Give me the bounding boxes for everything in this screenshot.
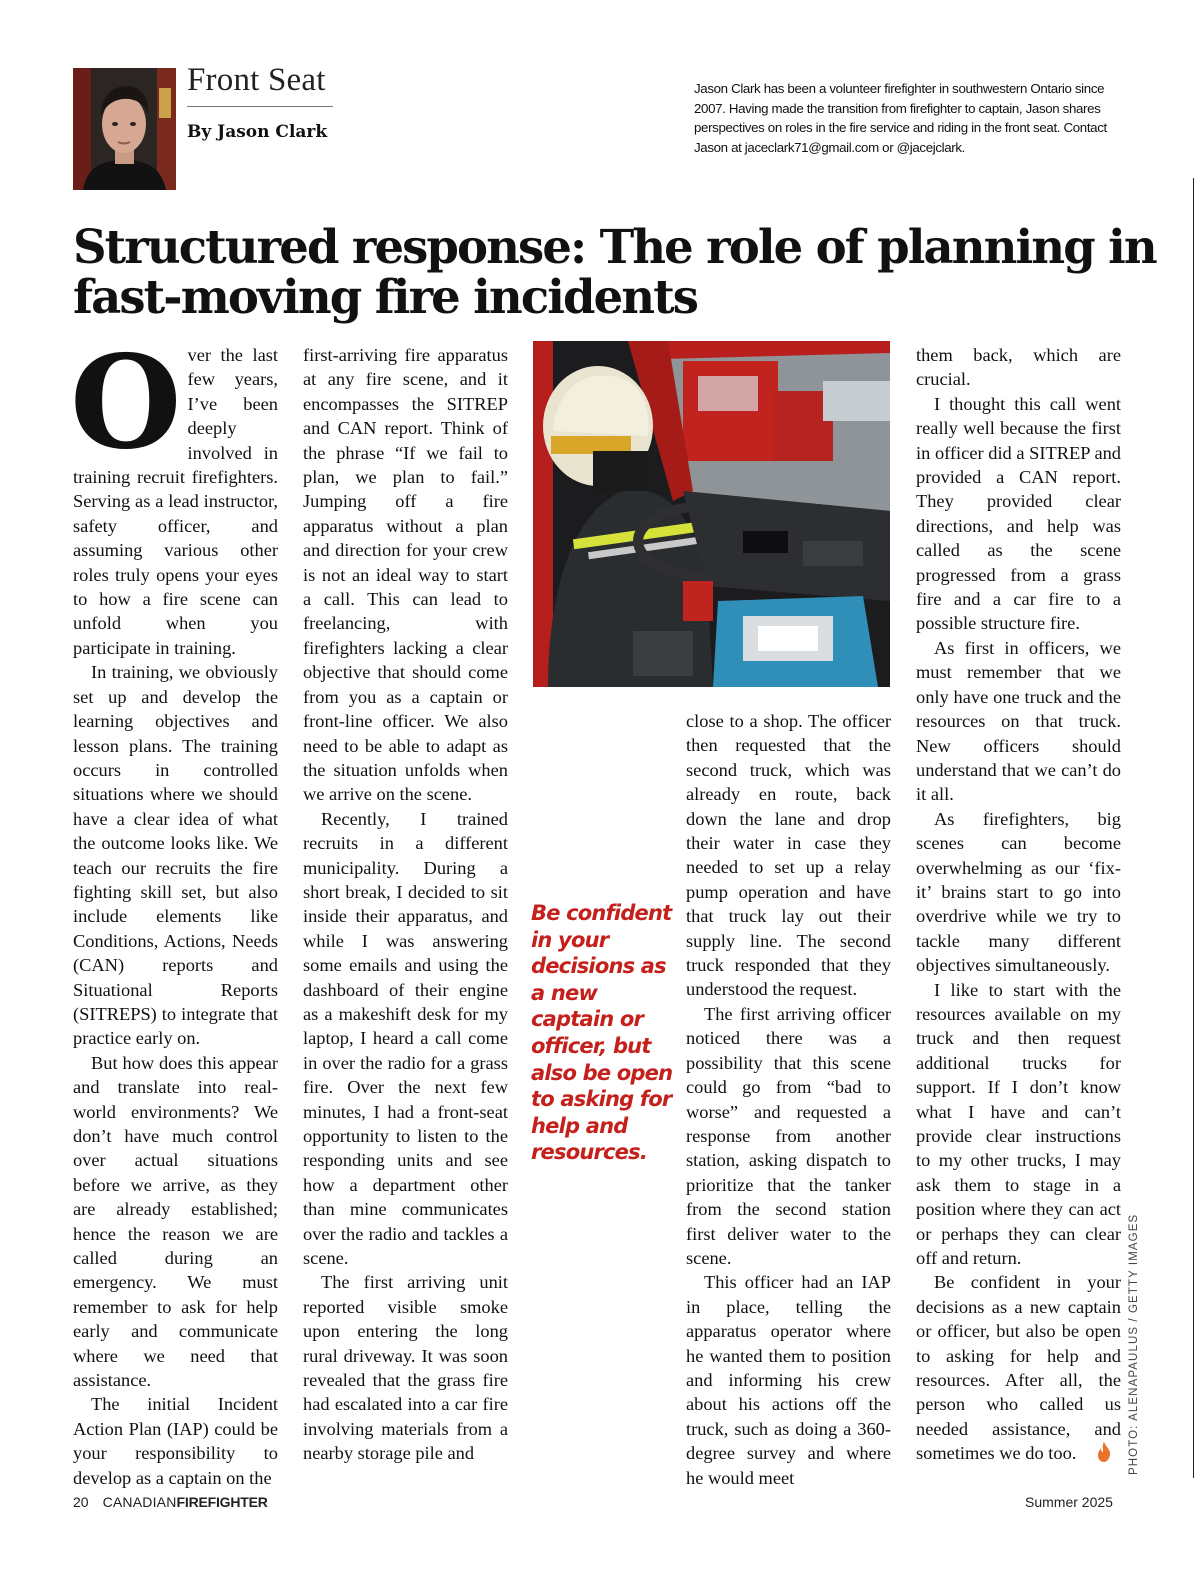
paragraph: This officer had an IAP in place, telling the apparatus operator where he wanted them to position and informing his crew about his actions off the truck, such as doing a 360-degree survey and where he would meet xyxy=(686,1272,891,1488)
byline: By Jason Clark xyxy=(187,122,328,142)
photo-credit: PHOTO: ALENAPAULUS / GETTY IMAGES xyxy=(1128,1213,1140,1475)
footer-folio xyxy=(73,1494,268,1510)
paragraph: As firefighters, big scenes can become overwhelming as our ‘fix-it’ brains start to go into overdrive while we try to tackle many different objectives simultaneously. xyxy=(916,808,1121,976)
issue-date: Summer 2025 xyxy=(1025,1494,1113,1510)
paragraph: The first arriving officer noticed there was a possibility that this scene could go from “bad to worse” and requested a response from another station, asking dispatch to prioritize that the tanker from the second station first deliver water to the scene. xyxy=(686,1003,891,1268)
article-column-4 xyxy=(916,343,1121,1469)
paragraph: As first in officers, we must remember that we only have one truck and the resources on that truck. New officers should understand that we can’t do it all. xyxy=(916,637,1121,805)
author-bio: Jason Clark has been a volunteer firefighter in southwestern Ontario since 2007. Having made the transition from firefighter to captain, Jason shares perspectives on roles in the fire service and riding in the front seat. Contact Jason at jaceclark71@gmail.com or @jacejclark. xyxy=(694,81,1107,155)
page-number: 20 xyxy=(73,1494,89,1510)
paragraph: ver the last few years, I’ve been deeply involved in training recruit firefighters. Serving as a lead instructor, safety officer, and assuming various other roles truly opens your eyes to how a fire scene can unfold when you participate in training. xyxy=(73,345,278,658)
paragraph: first-arriving fire apparatus at any fire scene, and it encompasses the SITREP and CAN report. Think of the phrase “If we fail to plan, we plan to fail.” Jumping off a fire apparatus without a plan and direction for your crew is not an ideal way to start a call. This can lead to freelancing, with firefighters lacking a clear objective that should come from you as a captain or front-line officer. We also need to be able to adapt as the situation unfolds when we arrive on the scene. xyxy=(303,345,508,805)
author-portrait xyxy=(73,68,176,190)
paragraph: close to a shop. The officer then requested that the second truck, which was already en route, back down the lane and drop their water in case they needed to set up a relay pump operation and have that truck lay out their supply line. The second truck responded that they understood the request. xyxy=(686,711,891,1000)
article-column-2 xyxy=(303,343,508,1466)
paragraph-text: Be confident in your decisions as a new captain or officer, but also be open to asking for help and resources. After all, the person who called us needed assistance, and sometimes we do too. xyxy=(916,1272,1121,1464)
article-photo xyxy=(533,341,890,687)
drop-cap: O xyxy=(70,328,182,478)
article-column-3 xyxy=(686,709,891,1490)
headline: Structured response: The role of planning in fast-moving fire incidents xyxy=(73,219,1156,324)
paragraph: In training, we obviously set up and develop the learning objectives and lesson plans. The training occurs in controlled situations where we should have a clear idea of what the outcome looks like. We teach our recruits the fire fighting skill set, but also include elements like Conditions, Actions, Needs (CAN) reports and Situational Reports (SITREPS) to integrate that practice early on. xyxy=(73,662,278,1049)
paragraph: I thought this call went really well because the first in officer did a SITREP and provided a CAN report. They provided clear directions, and help was called as the scene progressed from a grass fire and a car fire to a possible structure fire. xyxy=(916,393,1121,634)
magazine-name-bold: FIREFIGHTER xyxy=(176,1494,268,1510)
paragraph: I like to start with the resources available on my truck and then request additional trucks for support. If I don’t know what I have and can’t provide clear instructions to my other trucks, I may ask them to stage in a position where they can act or perhaps they can clear off and return. xyxy=(916,979,1121,1269)
page-edge-rule xyxy=(1193,178,1194,1478)
magazine-name-light: CANADIAN xyxy=(102,1494,177,1510)
header-divider xyxy=(187,106,333,107)
column-name: Front Seat xyxy=(187,62,326,98)
article-column-1 xyxy=(70,328,278,1490)
paragraph: The initial Incident Action Plan (IAP) could be your responsibility to develop as a captain on the xyxy=(73,1394,278,1488)
paragraph: them back, which are crucial. xyxy=(916,345,1121,390)
paragraph: The first arriving unit reported visible smoke upon entering the long rural driveway. It was soon revealed that the grass fire had escalated into a car fire involving materials from a nearby storage pile and xyxy=(303,1272,508,1464)
paragraph: Recently, I trained recruits in a different municipality. During a short break, I decided to sit inside their apparatus, and while I was answering some emails and using the dashboard of their engine as a makeshift desk for my laptop, I heard a call come in over the radio for a grass fire. Over the next few minutes, I had a front-seat opportunity to listen to the responding units and see how a department other than mine communicates over the radio and tackles a scene. xyxy=(303,808,508,1269)
paragraph: But how does this appear and translate into real-world environments? We don’t have much control over actual situations before we arrive, as they are already established; hence the reason we are called during an emergency. We must remember to ask for help early and communicate where we need that assistance. xyxy=(73,1052,278,1391)
pull-quote: Be confident in your decisions as a new captain or officer, but also be open to asking for help and resources. xyxy=(531,901,673,1165)
paragraph-last xyxy=(916,1270,1121,1468)
flame-end-icon xyxy=(1079,1442,1111,1468)
